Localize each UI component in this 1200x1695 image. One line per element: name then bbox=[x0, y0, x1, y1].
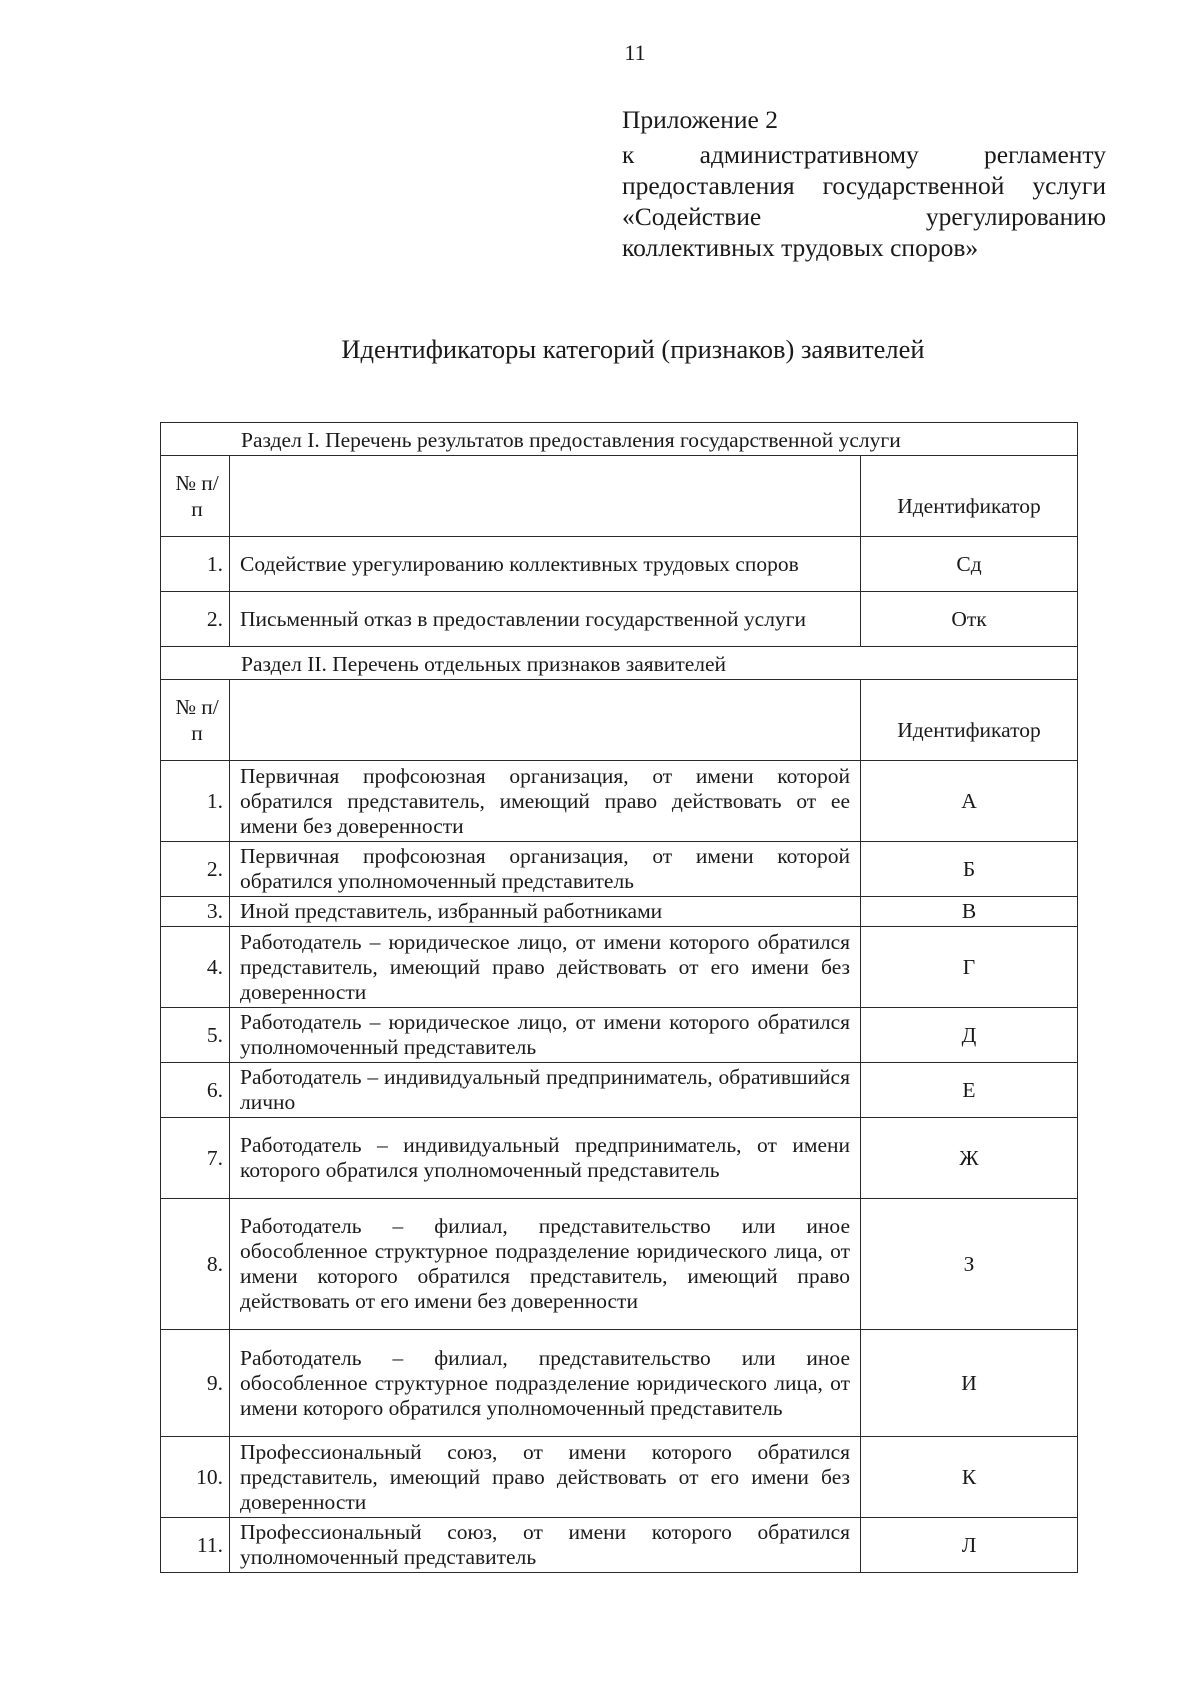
table-row bbox=[161, 1437, 1078, 1518]
table-row bbox=[161, 761, 1078, 842]
row-identifier: Г bbox=[861, 927, 1078, 1008]
row-identifier: Д bbox=[861, 1008, 1078, 1063]
appendix-title: Приложение 2 bbox=[622, 105, 778, 134]
col-description-header bbox=[230, 456, 861, 537]
row-description: Письменный отказ в предоставлении государственной услуги bbox=[230, 592, 861, 647]
row-description: Первичная профсоюзная организация, от имени которой обратился уполномоченный представитель bbox=[230, 842, 861, 897]
row-number: 8. bbox=[161, 1199, 230, 1330]
col-identifier-header: Идентификатор bbox=[861, 680, 1078, 761]
row-identifier: Б bbox=[861, 842, 1078, 897]
table-row bbox=[161, 842, 1078, 897]
row-number: 11. bbox=[161, 1518, 230, 1573]
row-description: Профессиональный союз, от имени которого обратился уполномоченный представитель bbox=[230, 1518, 861, 1573]
section-header-row bbox=[161, 423, 1078, 456]
document-title: Идентификаторы категорий (признаков) заявителей bbox=[341, 334, 925, 364]
table-row bbox=[161, 897, 1078, 927]
table-row bbox=[161, 927, 1078, 1008]
table-row bbox=[161, 1118, 1078, 1199]
row-description: Работодатель – филиал, представительство или иное обособленное структурное подразделение юридического лица, от имени которого обратился представитель, имеющий право действовать от его имени без доверенности bbox=[230, 1199, 861, 1330]
table-row bbox=[161, 1518, 1078, 1573]
column-header-row bbox=[161, 456, 1078, 537]
table-row bbox=[161, 1008, 1078, 1063]
row-description: Работодатель – филиал, представительство или иное обособленное структурное подразделение юридического лица, от имени которого обратился уполномоченный представитель bbox=[230, 1330, 861, 1437]
row-number: 2. bbox=[161, 592, 230, 647]
row-identifier: Ж bbox=[861, 1118, 1078, 1199]
row-number: 1. bbox=[161, 537, 230, 592]
row-description: Работодатель – юридическое лицо, от имени которого обратился представитель, имеющий право действовать от его имени без доверенности bbox=[230, 927, 861, 1008]
appendix-header bbox=[622, 104, 1106, 263]
row-number: 6. bbox=[161, 1063, 230, 1118]
row-description: Работодатель – юридическое лицо, от имени которого обратился уполномоченный представитель bbox=[230, 1008, 861, 1063]
row-description: Работодатель – индивидуальный предприниматель, от имени которого обратился уполномоченный представитель bbox=[230, 1118, 861, 1199]
row-identifier: Е bbox=[861, 1063, 1078, 1118]
row-identifier: Сд bbox=[861, 537, 1078, 592]
col-number-header: № п/п bbox=[161, 456, 230, 537]
row-identifier: В bbox=[861, 897, 1078, 927]
row-identifier: З bbox=[861, 1199, 1078, 1330]
row-identifier: Л bbox=[861, 1518, 1078, 1573]
table-row bbox=[161, 537, 1078, 592]
row-description: Первичная профсоюзная организация, от имени которой обратился представитель, имеющий право действовать от ее имени без доверенности bbox=[230, 761, 861, 842]
row-number: 9. bbox=[161, 1330, 230, 1437]
row-number: 4. bbox=[161, 927, 230, 1008]
section-2-title: Раздел II. Перечень отдельных признаков заявителей bbox=[161, 647, 1078, 680]
section-1-title: Раздел I. Перечень результатов предоставления государственной услуги bbox=[161, 423, 1078, 456]
row-number: 2. bbox=[161, 842, 230, 897]
table-row bbox=[161, 1330, 1078, 1437]
row-description: Иной представитель, избранный работниками bbox=[230, 897, 861, 927]
row-number: 3. bbox=[161, 897, 230, 927]
row-identifier: К bbox=[861, 1437, 1078, 1518]
section-header-row bbox=[161, 647, 1078, 680]
col-identifier-header: Идентификатор bbox=[861, 456, 1078, 537]
row-description: Работодатель – индивидуальный предприниматель, обратившийся лично bbox=[230, 1063, 861, 1118]
table-row bbox=[161, 1063, 1078, 1118]
row-number: 1. bbox=[161, 761, 230, 842]
row-identifier: И bbox=[861, 1330, 1078, 1437]
table-row bbox=[161, 592, 1078, 647]
row-number: 10. bbox=[161, 1437, 230, 1518]
row-number: 7. bbox=[161, 1118, 230, 1199]
row-number: 5. bbox=[161, 1008, 230, 1063]
column-header-row bbox=[161, 680, 1078, 761]
col-description-header bbox=[230, 680, 861, 761]
appendix-text: к административному регламенту предоставления государственной услуги «Содействие урегулированию коллективных трудовых споров» bbox=[622, 140, 1106, 262]
col-number-header: № п/п bbox=[161, 680, 230, 761]
row-description: Профессиональный союз, от имени которого обратился представитель, имеющий право действовать от его имени без доверенности bbox=[230, 1437, 861, 1518]
row-identifier: Отк bbox=[861, 592, 1078, 647]
identifiers-table bbox=[160, 422, 1078, 1573]
row-description: Содействие урегулированию коллективных трудовых споров bbox=[230, 537, 861, 592]
row-identifier: А bbox=[861, 761, 1078, 842]
page-number: 11 bbox=[624, 40, 646, 65]
table-row bbox=[161, 1199, 1078, 1330]
